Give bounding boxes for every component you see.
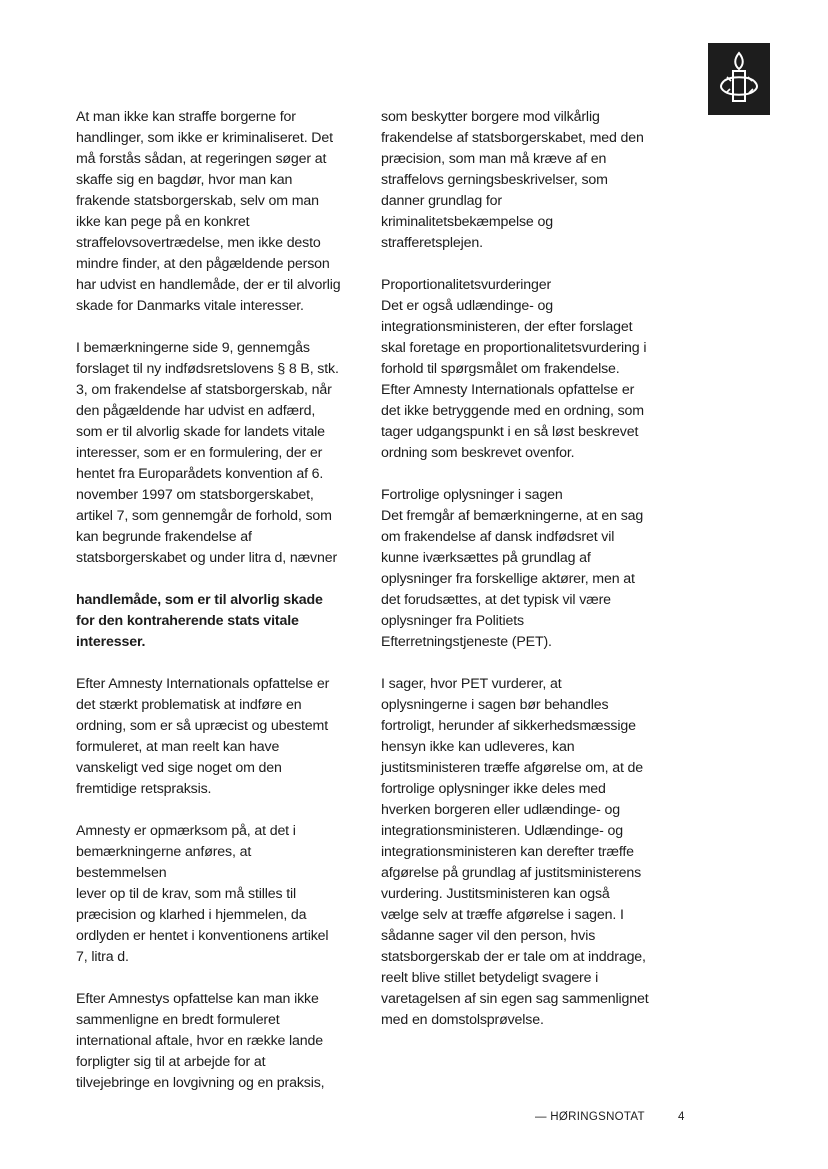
page-footer bbox=[0, 1107, 828, 1127]
left-column bbox=[76, 107, 344, 1094]
right-paragraph-2: Det er også udlændinge- og integrationsministeren, der efter forslaget skal foretage en proportionalitetsvurdering i forhold til spørgsmålet om frakendelse. Efter Amnesty Internationals opfattelse er det ikke betryggende med en ordning, som tager udgangspunkt i en så løst beskrevet ordning som beskrevet ovenfor. bbox=[381, 298, 647, 461]
left-paragraph-1: At man ikke kan straffe borgerne for handlinger, som ikke er kriminaliseret. Det må forstås sådan, at regeringen søger at skaffe sig en bagdør, hvor man kan frakende statsborgerskab, selv om man ikke kan pege på en konkret straffelovsovertrædelse, men ikke desto mindre finder, at den pågældende person har udvist en handlemåde, der er til alvorlig skade for Danmarks vitale interesser. bbox=[76, 109, 341, 314]
left-paragraph-6: Efter Amnestys opfattelse kan man ikke sammenligne en bredt formuleret international aftale, hvor en række lande forpligter sig til at arbejde for at tilvejebringe en lovgivning og en praksis, bbox=[76, 991, 325, 1091]
amnesty-logo bbox=[708, 43, 770, 115]
right-column bbox=[381, 107, 653, 1031]
right-paragraph-1: som beskytter borgere mod vilkårlig frakendelse af statsborgerskabet, med den præcision, som man må kræve af en straffelovs gerningsbeskrivelser, som danner grundlag for kriminalitetsbekæmpelse og strafferetsplejen. bbox=[381, 109, 644, 251]
section-heading-proportionality: Proportionalitetsvurderinger bbox=[381, 277, 552, 293]
left-paragraph-5: Amnesty er opmærksom på, at det i bemærkningerne anføres, at bestemmelsen lever op til de krav, som må stilles til præcision og klarhed i hjemmelen, da ordlyden er hentet i konventionens artikel 7, litra d. bbox=[76, 823, 329, 965]
amnesty-candle-icon bbox=[708, 43, 770, 115]
left-bold-quote: handlemåde, som er til alvorlig skade for den kontraherende stats vitale interesser. bbox=[76, 592, 323, 650]
section-heading-confidential: Fortrolige oplysninger i sagen bbox=[381, 487, 563, 503]
right-paragraph-4: I sager, hvor PET vurderer, at oplysningerne i sagen bør behandles fortroligt, herunder af sikkerhedsmæssige hensyn ikke kan udleveres, kan justitsministeren træffe afgørelse om, at de fortrolige oplysninger ikke deles med hverken borgeren eller udlændinge- og integrationsministeren. Udlændinge- og integrationsministeren kan derefter træffe afgørelse på grundlag af justitsministerens vurdering. Justitsministeren kan også vælge selv at træffe afgørelse i sagen. I sådanne sager vil den person, hvis statsborgerskab der er tale om at inddrage, reelt blive stillet betydeligt svagere i varetagelsen af sin egen sag sammenlignet med en domstolsprøvelse. bbox=[381, 676, 649, 1028]
page-number: 4 bbox=[678, 1111, 685, 1123]
left-paragraph-4: Efter Amnesty Internationals opfattelse er det stærkt problematisk at indføre en ordning, som er så upræcist og ubestemt formuleret, at man reelt kan have vanskeligt ved sige noget om den fremtidige retspraksis. bbox=[76, 676, 330, 797]
right-paragraph-3: Det fremgår af bemærkningerne, at en sag om frakendelse af dansk indfødsret vil kunne iværksættes på grundlag af oplysninger fra forskellige aktører, men at det forudsættes, at det typisk vil være oplysninger fra Politiets Efterretningstjeneste (PET). bbox=[381, 508, 644, 650]
left-paragraph-2: I bemærkningerne side 9, gennemgås forslaget til ny indfødsretslovens § 8 B, stk. 3, om frakendelse af statsborgerskab, når den pågældende har udvist en adfærd, som er til alvorlig skade for landets vitale interesser, som er en formulering, der er hentet fra Europarådets konvention af 6. november 1997 om statsborgerskabet, artikel 7, som gennemgår de forhold, som kan begrunde frakendelse af statsborgerskabet og under litra d, nævner bbox=[76, 340, 339, 566]
footer-label: — HØRINGSNOTAT bbox=[535, 1111, 645, 1123]
